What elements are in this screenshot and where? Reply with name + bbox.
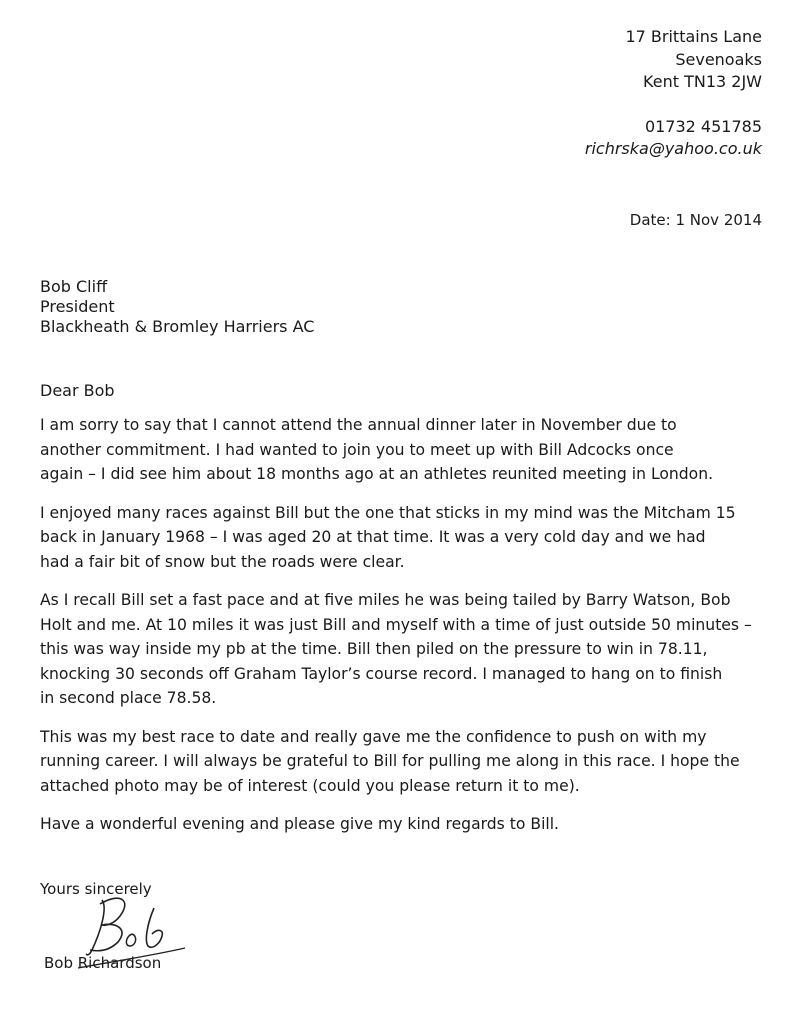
body-line: another commitment. I had wanted to join you to meet up with Bill Adcocks once [40,440,674,459]
recipient-name: Bob Cliff [40,277,108,296]
body-line: again – I did see him about 18 months ago at an athletes reunited meeting in London. [40,465,714,483]
sender-address-block [585,26,762,161]
signer-name: Bob Richardson [44,954,162,972]
body-line: knocking 30 seconds off Graham Taylor’s course record. I managed to hang on to finish [40,664,723,683]
salutation: Dear Bob [40,381,115,400]
recipient-title: President [40,297,115,316]
body-line: Have a wonderful evening and please give my kind regards to Bill. [40,815,560,833]
paragraph [40,812,780,837]
paragraph [40,725,780,799]
body-line: running career. I will always be grateful to Bill for pulling me along in this race. I hope the [40,752,740,770]
body-line: Holt and me. At 10 miles it was just Bill and myself with a time of just outside 50 minutes – [40,615,752,634]
paragraph [40,501,780,575]
paragraph [40,588,780,711]
closing: Yours sincerely [40,880,152,898]
sender-postcode: Kent TN13 2JW [643,72,762,91]
body-line: I enjoyed many races against Bill but the one that sticks in my mind was the Mitcham 15 [40,503,736,522]
sender-town: Sevenoaks [675,49,762,69]
body-line: attached photo may be of interest (could you please return it to me). [40,776,580,795]
letter-body [40,413,780,851]
body-line: this was way inside my pb at the time. Bill then piled on the pressure to win in 78.11, [40,640,708,658]
sender-street: 17 Brittains Lane [625,27,762,46]
letter-date: Date: 1 Nov 2014 [629,211,762,229]
sender-email: richrska@yahoo.co.uk [584,139,762,158]
body-line: back in January 1968 – I was aged 20 at that time. It was a very cold day and we had [40,528,706,546]
body-line: This was my best race to date and really gave me the confidence to push on with my [40,727,707,746]
body-line: in second place 78.58. [40,689,217,707]
body-line: had a fair bit of snow but the roads were clear. [40,552,405,571]
recipient-organisation: Blackheath & Bromley Harriers AC [40,317,315,336]
paragraph [40,413,780,487]
sender-phone: 01732 451785 [644,116,762,136]
recipient-block [40,277,314,337]
body-line: I am sorry to say that I cannot attend the annual dinner later in November due to [40,416,677,434]
body-line: As I recall Bill set a fast pace and at five miles he was being tailed by Barry Watson, Bob [40,591,731,609]
